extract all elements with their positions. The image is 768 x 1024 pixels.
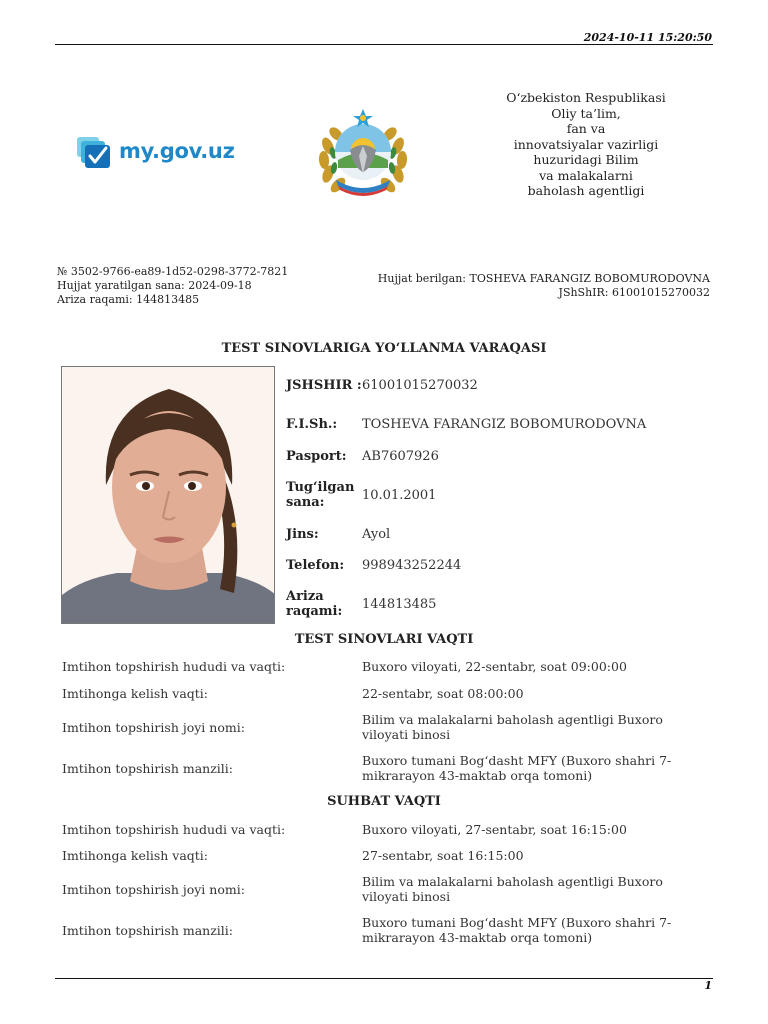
document-datetime: 2024-10-11 15:20:50 bbox=[583, 31, 712, 44]
schedule-value: Buxoro tumani Bog‘dasht MFY (Buxoro shahri 7-mikrarayon 43-maktab orqa tomoni) bbox=[362, 753, 672, 783]
ministry-line: Oliy ta’lim, bbox=[551, 105, 621, 121]
schedule-value: 22-sentabr, soat 08:00:00 bbox=[362, 685, 524, 701]
ministry-name bbox=[492, 90, 680, 199]
test-section-title: TEST SINOVLARI VAQTI bbox=[294, 632, 474, 647]
ministry-line: baholash agentligi bbox=[527, 183, 645, 198]
info-label: Ariza raqami: bbox=[286, 589, 343, 619]
ministry-line: innovatsiyalar vazirligi bbox=[513, 136, 659, 152]
info-value: 144813485 bbox=[362, 596, 437, 612]
info-value: 10.01.2001 bbox=[362, 487, 437, 503]
info-label: JSHSHIR : bbox=[286, 377, 362, 393]
document-recipient bbox=[378, 272, 710, 300]
schedule-label: Imtihon topshirish manzili: bbox=[62, 922, 233, 938]
info-row-pinfl bbox=[286, 369, 478, 401]
ministry-line: O‘zbekiston Respublikasi bbox=[506, 90, 666, 105]
interview-row-venue-name bbox=[62, 873, 708, 905]
info-row-birth-date bbox=[286, 479, 436, 511]
schedule-value: Bilim va malakalarni baholash agentligi Buxoro viloyati binosi bbox=[362, 874, 663, 904]
document-created-date: Hujjat yaratilgan sana: 2024-09-18 bbox=[57, 279, 252, 292]
interview-section-title: SUHBAT VAQTI bbox=[327, 794, 441, 809]
info-row-gender bbox=[286, 525, 390, 543]
schedule-label: Imtihonga kelish vaqti: bbox=[62, 847, 209, 863]
info-label: Tug‘ilgan sana: bbox=[286, 480, 355, 510]
info-row-phone bbox=[286, 556, 461, 574]
ministry-line: va malakalarni bbox=[539, 167, 633, 183]
info-label: Pasport: bbox=[286, 448, 347, 464]
applicant-photo bbox=[61, 366, 275, 624]
schedule-value: Buxoro viloyati, 22-sentabr, soat 09:00:00 bbox=[362, 658, 627, 674]
info-row-full-name bbox=[286, 415, 646, 433]
document-number: № 3502-9766-ea89-1d52-0298-3772-7821 bbox=[57, 265, 289, 278]
bottom-divider bbox=[55, 978, 713, 979]
mygov-checkbox-icon bbox=[76, 136, 116, 172]
info-value: TOSHEVA FARANGIZ BOBOMURODOVNA bbox=[362, 416, 647, 432]
info-value: 61001015270032 bbox=[362, 377, 478, 393]
schedule-value: Buxoro viloyati, 27-sentabr, soat 16:15:00 bbox=[362, 821, 627, 837]
state-emblem bbox=[314, 106, 412, 198]
issued-to: Hujjat berilgan: TOSHEVA FARANGIZ BOBOMURODOVNA bbox=[377, 272, 710, 285]
application-number: Ariza raqami: 144813485 bbox=[57, 293, 200, 306]
schedule-label: Imtihon topshirish hududi va vaqti: bbox=[62, 658, 286, 674]
ministry-line: huzuridagi Bilim bbox=[533, 152, 639, 167]
schedule-label: Imtihon topshirish manzili: bbox=[62, 760, 233, 776]
test-row-region-time bbox=[62, 657, 708, 675]
top-divider bbox=[55, 44, 713, 45]
document-meta bbox=[57, 265, 288, 307]
schedule-value: Bilim va malakalarni baholash agentligi Buxoro viloyati binosi bbox=[362, 712, 663, 742]
info-value: 998943252244 bbox=[362, 557, 462, 573]
schedule-value: Buxoro tumani Bog‘dasht MFY (Buxoro shahri 7-mikrarayon 43-maktab orqa tomoni) bbox=[362, 915, 672, 945]
test-row-venue-name bbox=[62, 711, 708, 743]
test-row-arrival-time bbox=[62, 684, 708, 702]
info-label: Jins: bbox=[286, 526, 319, 542]
info-value: Ayol bbox=[362, 526, 391, 542]
recipient-pinfl: JShShIR: 61001015270032 bbox=[558, 286, 710, 299]
interview-row-venue-address bbox=[62, 914, 708, 946]
page-number: 1 bbox=[704, 979, 712, 992]
interview-row-region-time bbox=[62, 820, 708, 838]
schedule-value: 27-sentabr, soat 16:15:00 bbox=[362, 847, 524, 863]
mygov-logo-text: my.gov.uz bbox=[119, 139, 235, 163]
info-row-passport bbox=[286, 447, 439, 465]
document-title: TEST SINOVLARIGA YO‘LLANMA VARAQASI bbox=[221, 341, 547, 356]
schedule-label: Imtihon topshirish joyi nomi: bbox=[62, 881, 245, 897]
ministry-line: fan va bbox=[566, 121, 606, 136]
info-value: AB7607926 bbox=[362, 448, 439, 464]
schedule-label: Imtihon topshirish hududi va vaqti: bbox=[62, 821, 286, 837]
info-label: Telefon: bbox=[286, 557, 345, 573]
test-row-venue-address bbox=[62, 752, 708, 784]
info-label: F.I.Sh.: bbox=[286, 416, 338, 432]
schedule-label: Imtihon topshirish joyi nomi: bbox=[62, 719, 245, 735]
schedule-label: Imtihonga kelish vaqti: bbox=[62, 685, 209, 701]
mygov-logo bbox=[76, 136, 236, 172]
info-row-application bbox=[286, 588, 436, 620]
interview-row-arrival-time bbox=[62, 846, 708, 864]
